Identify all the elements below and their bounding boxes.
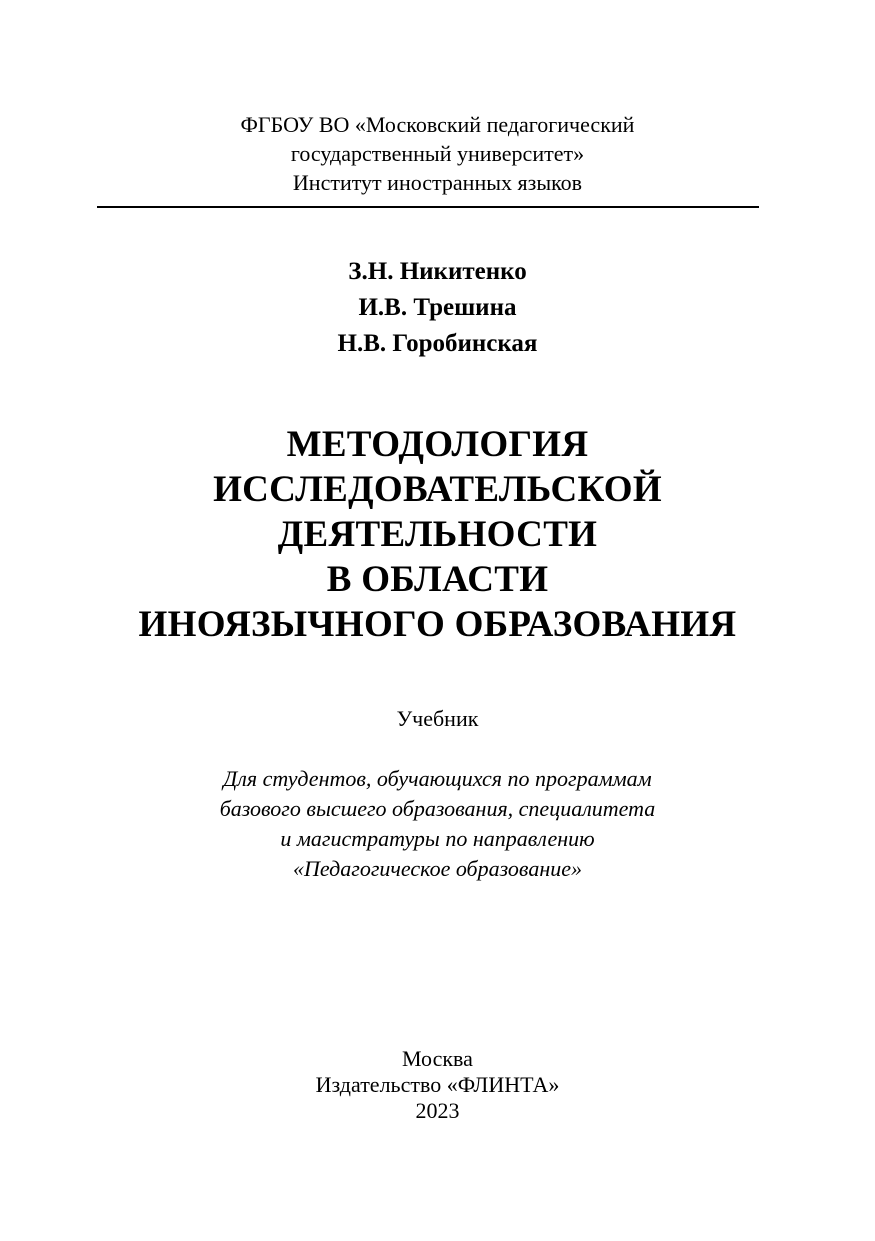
imprint-publisher: Издательство «ФЛИНТА» xyxy=(315,1072,560,1097)
audience-line-4: «Педагогическое образование» xyxy=(293,856,582,881)
audience-line-1: Для студентов, обучающихся по программам xyxy=(223,766,652,791)
imprint-year: 2023 xyxy=(415,1098,460,1123)
title-line-1: МЕТОДОЛОГИЯ xyxy=(286,424,589,465)
imprint-city: Москва xyxy=(402,1046,473,1071)
author-1: З.Н. Никитенко xyxy=(348,258,527,285)
book-type: Учебник xyxy=(396,706,479,731)
institution-line-2: государственный университет» xyxy=(290,141,585,166)
institution-line-3: Институт иностранных языков xyxy=(292,170,583,195)
header-divider xyxy=(97,206,759,208)
title-line-2: ИССЛЕДОВАТЕЛЬСКОЙ xyxy=(213,469,662,510)
institution-line-1: ФГБОУ ВО «Московский педагогический xyxy=(240,112,635,137)
title-line-4: В ОБЛАСТИ xyxy=(326,559,549,600)
author-2: И.В. Трешина xyxy=(358,294,517,321)
title-line-3: ДЕЯТЕЛЬНОСТИ xyxy=(277,514,598,555)
audience-line-2: базового высшего образования, специалитета xyxy=(219,796,656,821)
author-3: Н.В. Горобинская xyxy=(337,330,538,357)
title-line-5: ИНОЯЗЫЧНОГО ОБРАЗОВАНИЯ xyxy=(138,604,737,645)
audience-line-3: и магистратуры по направлению xyxy=(280,826,595,851)
